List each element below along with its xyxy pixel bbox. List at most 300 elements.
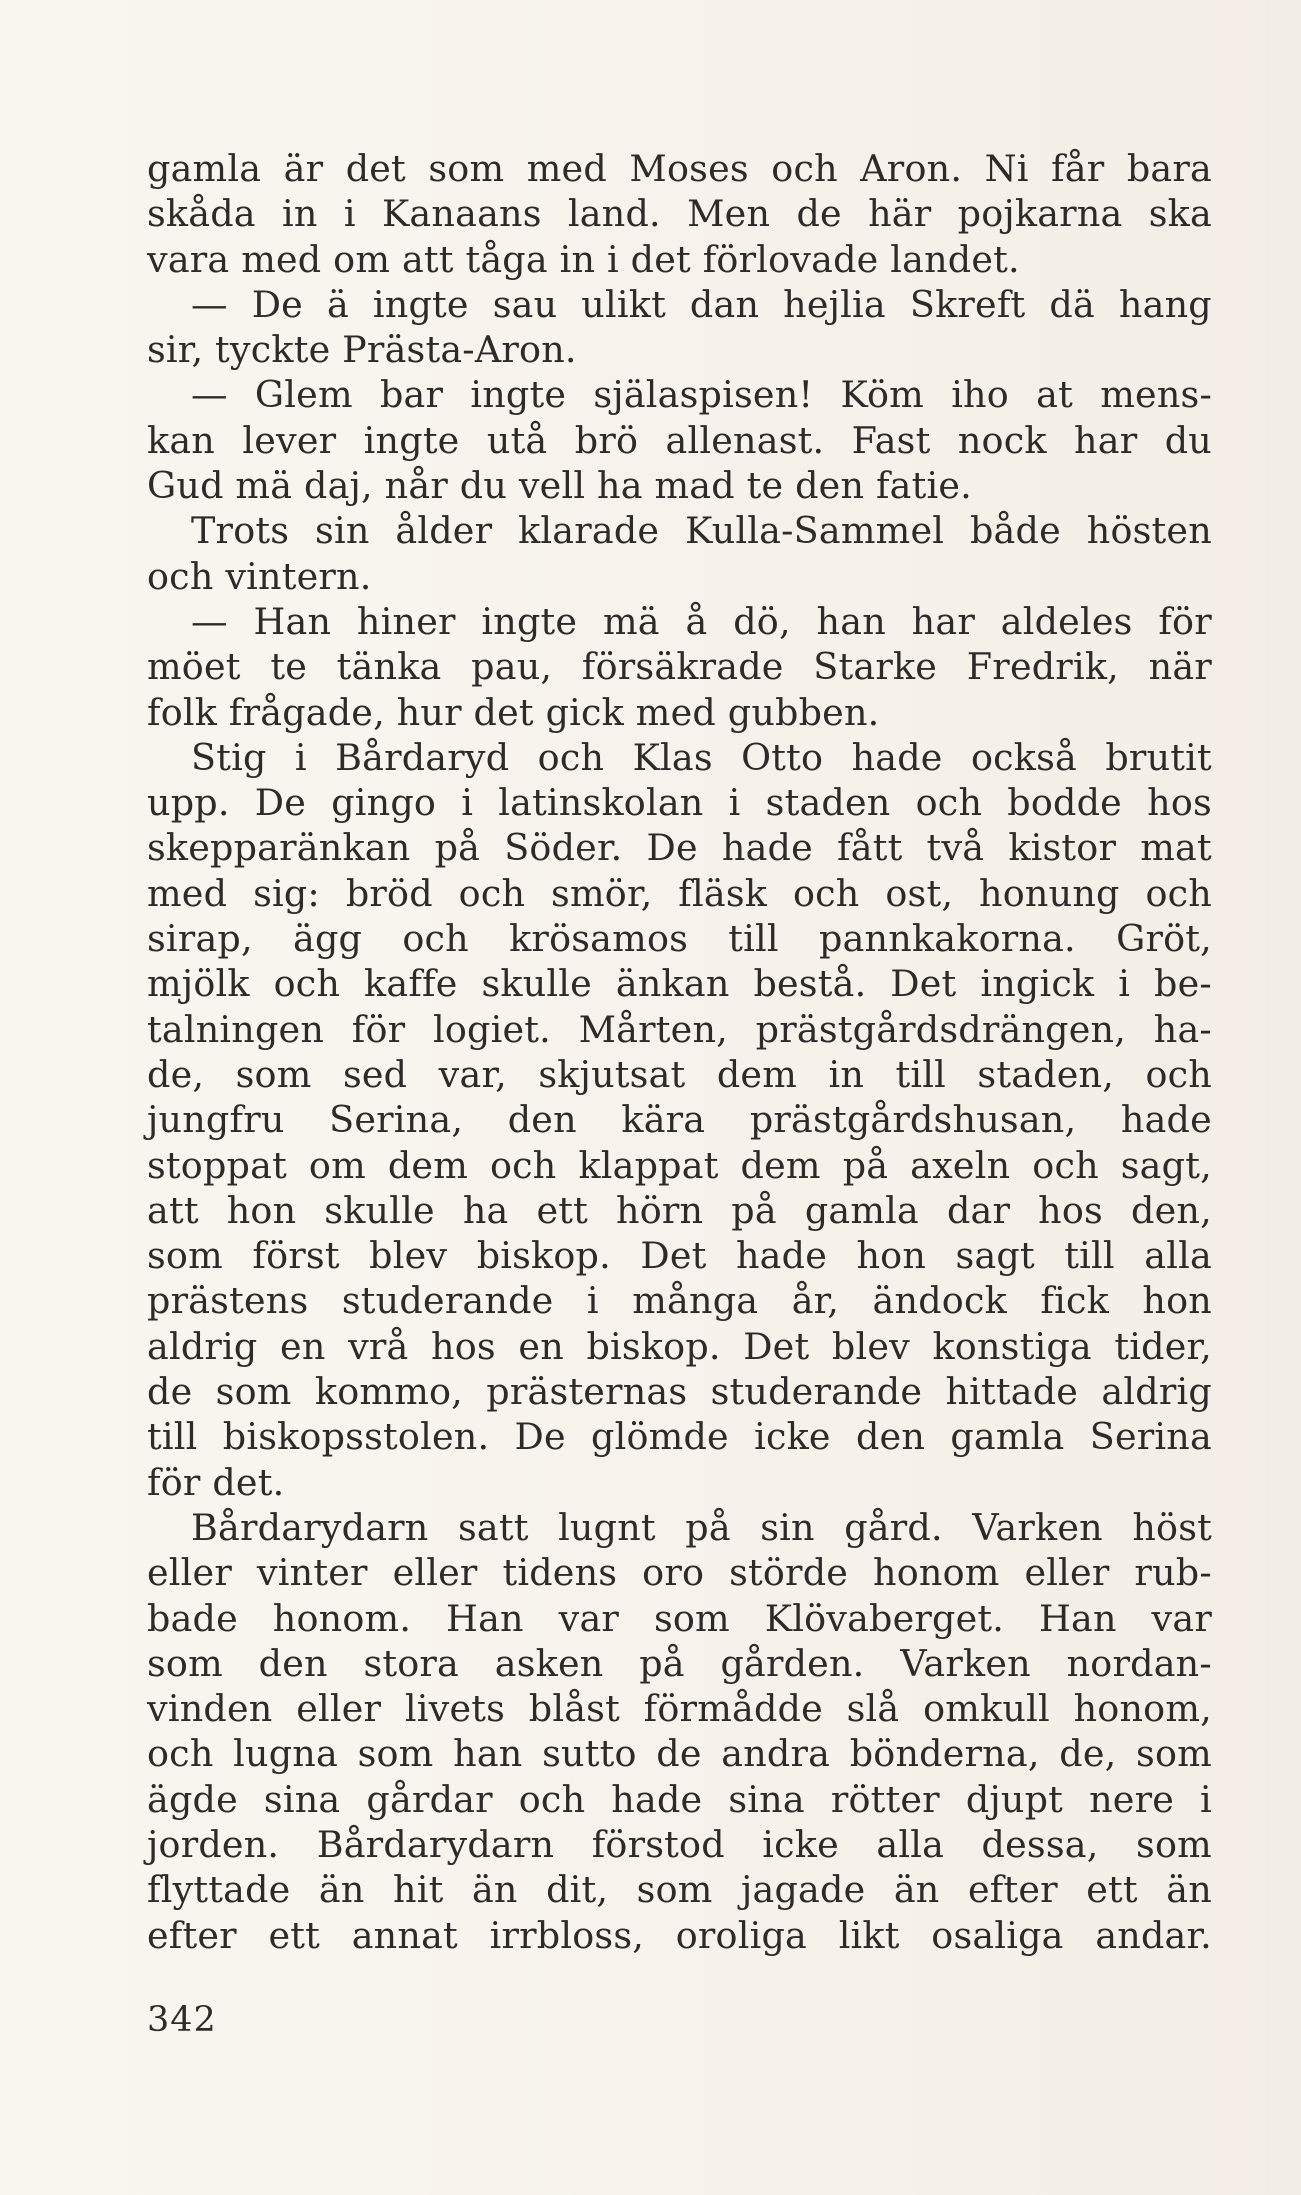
word: land.: [567, 192, 661, 236]
word: med: [526, 147, 607, 190]
word: hon: [1142, 1279, 1212, 1323]
word: andra: [721, 1732, 831, 1776]
word: iho: [951, 373, 1009, 417]
word: på: [685, 1505, 731, 1549]
word: dö,: [733, 599, 791, 643]
word: hade: [1120, 1098, 1212, 1142]
word: oro: [642, 1551, 705, 1595]
word: vinter: [256, 1551, 368, 1595]
text-line: [147, 644, 1212, 689]
word: som: [653, 1596, 730, 1640]
word: alla: [876, 1822, 945, 1866]
text-line: Gud mä daj, når du vell ha mad te den fatie.: [147, 464, 972, 508]
word: sutto: [542, 1732, 637, 1776]
text-line: [147, 825, 1212, 870]
word: de: [796, 192, 842, 236]
word: staden,: [977, 1052, 1115, 1096]
word: hos: [1038, 1188, 1103, 1232]
word: höst: [1132, 1505, 1212, 1549]
word: själaspisen!: [593, 373, 814, 417]
text-line: [147, 1414, 1212, 1459]
word: hos: [1147, 781, 1212, 825]
word: skåda: [147, 192, 256, 236]
word: utå: [486, 418, 548, 462]
word: jorden.: [147, 1822, 280, 1866]
word: och: [1032, 1143, 1099, 1187]
word: in: [282, 192, 318, 236]
word: jungfru: [147, 1098, 285, 1142]
word: aldeles: [1000, 599, 1133, 643]
word: ha-: [1153, 1007, 1212, 1051]
text-line: [147, 1188, 1212, 1233]
word: dit,: [546, 1868, 609, 1912]
word: Köm: [840, 373, 924, 417]
word: efter: [147, 1913, 237, 1957]
word: kistor: [1008, 826, 1117, 870]
word: skulle: [481, 962, 592, 1006]
word: asken: [494, 1641, 604, 1685]
word: livets: [404, 1687, 506, 1731]
word: logiet.: [432, 1007, 551, 1051]
word: honom: [873, 1551, 1000, 1595]
text-line: [147, 1641, 1212, 1686]
word: Varken: [972, 1505, 1103, 1549]
word: mä: [602, 599, 660, 643]
word: för: [351, 1007, 406, 1051]
word: som: [215, 1370, 292, 1414]
word: hade: [735, 1234, 828, 1278]
word: nere: [1089, 1777, 1175, 1821]
text-line: sir, tyckte Prästa-Aron.: [147, 328, 577, 372]
text-line: [147, 508, 1212, 553]
word: gamla: [147, 147, 262, 190]
word: Bårdaryd: [335, 735, 510, 779]
word: dem: [716, 1052, 798, 1096]
word: rötter: [830, 1777, 940, 1821]
word: som: [235, 1052, 312, 1096]
word: eller: [1024, 1551, 1110, 1595]
word: först: [252, 1234, 340, 1278]
word: i: [461, 781, 474, 825]
word: prästgårdsdrängen,: [755, 1007, 1127, 1051]
word: honom.: [272, 1596, 412, 1640]
text-line: [147, 191, 1212, 236]
word: studerande: [341, 1279, 554, 1323]
word: eller: [392, 1551, 478, 1595]
word: Han: [253, 599, 332, 643]
word: för: [1158, 599, 1212, 643]
word: en: [280, 1324, 326, 1368]
word: De: [254, 781, 307, 825]
word: bara: [1126, 147, 1212, 190]
word: är: [283, 147, 324, 190]
word: Moses: [629, 147, 749, 190]
word: ingick: [980, 962, 1095, 1006]
text-line: [147, 1822, 1212, 1867]
word: prästgårdshusan,: [749, 1098, 1077, 1142]
word: hittade: [945, 1370, 1079, 1414]
word: gården.: [720, 1641, 865, 1685]
word: ingte: [481, 599, 578, 643]
word: i: [1200, 1777, 1212, 1821]
word: bönderna,: [849, 1732, 1040, 1776]
word: du: [1164, 418, 1212, 462]
word: den,: [1131, 1188, 1212, 1232]
word: år,: [791, 1279, 840, 1323]
word: Söder.: [504, 826, 623, 870]
word: hejlia: [783, 282, 886, 326]
word: eller: [296, 1687, 382, 1731]
text-line: [147, 1097, 1212, 1142]
word: bade: [147, 1596, 238, 1640]
word: studerande: [710, 1370, 923, 1414]
word: både: [969, 509, 1061, 553]
word: och: [537, 735, 605, 779]
text-line: [147, 1686, 1212, 1731]
word: att: [147, 1188, 199, 1232]
word: Det: [640, 1234, 707, 1278]
word: ulikt: [581, 282, 666, 326]
text-line: [147, 961, 1212, 1006]
word: nock: [957, 418, 1047, 462]
word: och: [771, 147, 838, 190]
word: —: [191, 599, 228, 643]
word: gamla: [950, 1415, 1065, 1459]
word: blev: [831, 1324, 910, 1368]
word: förmådde: [643, 1687, 823, 1731]
word: dä: [1049, 282, 1095, 326]
word: Aron.: [860, 147, 963, 190]
word: än: [318, 1868, 365, 1912]
word: på: [842, 1143, 889, 1187]
word: pojkarna: [957, 192, 1123, 236]
text-line: [147, 372, 1212, 417]
text-line: [147, 1777, 1212, 1822]
text-line: [147, 418, 1212, 463]
word: de,: [1059, 1732, 1117, 1776]
word: tider,: [1114, 1324, 1212, 1368]
text-line: för det.: [147, 1460, 285, 1504]
word: tidens: [502, 1551, 618, 1595]
word: skepparänkan: [147, 826, 411, 870]
word: försäkrade: [581, 645, 784, 689]
word: aldrig: [1101, 1370, 1212, 1414]
word: stora: [363, 1641, 460, 1685]
text-line: [147, 599, 1212, 644]
word: ett: [1086, 1868, 1138, 1912]
word: skulle: [324, 1188, 435, 1232]
word: förstod: [591, 1822, 725, 1866]
word: hösten: [1086, 509, 1212, 553]
word: med: [147, 871, 228, 915]
word: Klövaberget.: [764, 1596, 1005, 1640]
word: allenast.: [665, 418, 825, 462]
word: många: [632, 1279, 759, 1323]
word: på: [639, 1641, 685, 1685]
word: at: [1036, 373, 1073, 417]
word: te: [270, 645, 307, 689]
word: och: [273, 962, 341, 1006]
word: också: [970, 735, 1077, 779]
word: i: [294, 735, 307, 779]
word: i: [343, 192, 356, 236]
word: ålder: [395, 509, 493, 553]
word: två: [926, 826, 985, 870]
word: ingte: [470, 373, 567, 417]
word: om: [308, 1143, 366, 1187]
word: ägg: [293, 917, 363, 961]
word: —: [191, 373, 228, 417]
word: klarade: [518, 509, 660, 553]
word: gård.: [844, 1505, 943, 1549]
word: Han: [1038, 1596, 1117, 1640]
word: de: [656, 1732, 702, 1776]
word: Fredrik,: [966, 645, 1119, 689]
text-line: vara med om att tåga in i det förlovade landet.: [147, 237, 1020, 281]
text-line: [147, 1052, 1212, 1097]
word: upp.: [147, 781, 230, 825]
word: och: [518, 1777, 586, 1821]
word: sin: [315, 509, 370, 553]
word: flyttade: [147, 1868, 291, 1912]
word: ha: [462, 1188, 509, 1232]
word: dan: [689, 282, 760, 326]
word: har: [1074, 418, 1138, 462]
word: sau: [492, 282, 558, 326]
word: som: [1136, 1822, 1212, 1866]
word: de: [147, 1370, 193, 1414]
word: Bårdarydarn: [316, 1822, 555, 1866]
word: smör,: [551, 871, 653, 915]
word: kan: [147, 418, 215, 462]
word: Kulla-Sammel: [685, 509, 945, 553]
text-line: [147, 1143, 1212, 1188]
word: störde: [729, 1551, 849, 1595]
word: ingte: [372, 282, 469, 326]
word: dessa,: [981, 1822, 1099, 1866]
word: en: [518, 1324, 564, 1368]
word: in: [828, 1052, 865, 1096]
text-line: [147, 780, 1212, 825]
word: än: [1166, 1868, 1212, 1912]
word: och: [915, 781, 983, 825]
word: be-: [1154, 962, 1212, 1006]
word: som: [147, 1641, 223, 1685]
word: ändock: [872, 1279, 1007, 1323]
word: mat: [1140, 826, 1212, 870]
word: stoppat: [147, 1143, 287, 1187]
word: till: [147, 1415, 198, 1459]
word: kaffe: [364, 962, 458, 1006]
word: han: [816, 599, 886, 643]
word: dem: [740, 1143, 821, 1187]
word: djupt: [965, 1777, 1064, 1821]
word: Otto: [741, 735, 824, 779]
word: var: [558, 1596, 620, 1640]
word: Kanaans: [381, 192, 542, 236]
word: icke: [754, 1415, 831, 1459]
word: ost,: [885, 871, 954, 915]
word: De: [514, 1415, 566, 1459]
text-line: [147, 1369, 1212, 1414]
word: Skreft: [909, 282, 1026, 326]
text-line: folk frågade, hur det gick med gubben.: [147, 690, 880, 734]
word: fått: [837, 826, 903, 870]
word: i: [586, 1279, 599, 1323]
word: annat: [351, 1913, 458, 1957]
word: när: [1148, 645, 1212, 689]
word: —: [191, 282, 228, 326]
text-line: [147, 1233, 1212, 1278]
word: staden: [765, 781, 891, 825]
word: Fast: [851, 418, 931, 462]
word: dar: [946, 1188, 1011, 1232]
word: pannkakorna.: [819, 917, 1076, 961]
word: ett: [536, 1188, 589, 1232]
word: brö: [574, 418, 639, 462]
text-line: och vintern.: [147, 554, 372, 598]
word: gårdar: [366, 1777, 493, 1821]
text-line: [147, 1278, 1212, 1323]
word: hade: [721, 826, 813, 870]
word: Gröt,: [1116, 917, 1212, 961]
word: jagade: [741, 1868, 866, 1912]
word: biskopsstolen.: [222, 1415, 490, 1459]
word: i: [1118, 962, 1131, 1006]
word: hon: [856, 1234, 927, 1278]
word: och: [792, 871, 860, 915]
word: till: [728, 917, 779, 961]
word: blev: [369, 1234, 448, 1278]
word: den: [507, 1098, 577, 1142]
word: tänka: [336, 645, 442, 689]
word: satt: [457, 1505, 529, 1549]
word: lugna: [233, 1732, 338, 1776]
word: fläsk: [678, 871, 768, 915]
word: och: [1145, 1052, 1212, 1096]
word: och: [402, 917, 469, 961]
word: till: [1064, 1234, 1115, 1278]
word: han: [453, 1732, 523, 1776]
word: hon: [226, 1188, 297, 1232]
word: kommo,: [314, 1370, 463, 1414]
word: i: [728, 781, 741, 825]
text-line: [147, 282, 1212, 327]
text-line: [147, 1867, 1212, 1912]
text-line: [147, 1505, 1212, 1550]
word: lugnt: [558, 1505, 656, 1549]
word: bröd: [345, 871, 433, 915]
word: axeln: [910, 1143, 1011, 1187]
word: kära: [621, 1098, 706, 1142]
word: mens-: [1100, 373, 1212, 417]
word: icke: [762, 1822, 839, 1866]
word: och: [1145, 871, 1212, 915]
word: gingo: [331, 781, 437, 825]
word: Serina: [1089, 1415, 1212, 1459]
word: sina: [728, 1777, 805, 1821]
word: Det: [890, 962, 957, 1006]
word: Trots: [191, 509, 290, 553]
text-line: [147, 1596, 1212, 1641]
word: Klas: [632, 735, 713, 779]
word: eller: [147, 1551, 232, 1595]
word: prästernas: [486, 1370, 688, 1414]
word: den: [855, 1415, 926, 1459]
word: prästens: [147, 1279, 309, 1323]
word: honung: [979, 871, 1120, 915]
word: blåst: [528, 1687, 620, 1731]
word: den: [258, 1641, 328, 1685]
word: Starke: [813, 645, 938, 689]
word: dem: [387, 1143, 469, 1187]
word: var: [1151, 1596, 1212, 1640]
word: biskop.: [476, 1234, 611, 1278]
word: De: [251, 282, 303, 326]
word: rub-: [1134, 1551, 1212, 1595]
word: som: [428, 147, 505, 190]
word: som: [357, 1732, 434, 1776]
text-line: [147, 735, 1212, 780]
word: Ni: [984, 147, 1029, 190]
word: sin: [760, 1505, 815, 1549]
word: som: [147, 1234, 223, 1278]
word: ägde: [147, 1777, 238, 1821]
word: bestå.: [753, 962, 867, 1006]
word: hade: [851, 735, 943, 779]
word: likt: [838, 1913, 900, 1957]
text-line: [147, 1913, 1212, 1958]
word: än: [893, 1868, 940, 1912]
word: mjölk: [147, 962, 250, 1006]
word: osaliga: [931, 1913, 1064, 1957]
word: alla: [1144, 1234, 1212, 1278]
word: Varken: [900, 1641, 1031, 1685]
word: Mårten,: [578, 1007, 728, 1051]
text-line: [147, 1550, 1212, 1595]
word: lever: [242, 418, 337, 462]
word: ska: [1148, 192, 1212, 236]
word: aldrig: [147, 1324, 258, 1368]
word: till: [895, 1052, 946, 1096]
word: nordan-: [1066, 1641, 1212, 1685]
word: latinskolan: [498, 781, 704, 825]
word: får: [1051, 147, 1105, 190]
word: pau,: [471, 645, 553, 689]
word: vinden: [147, 1687, 273, 1731]
body-text: [147, 146, 1212, 1958]
word: glömde: [591, 1415, 729, 1459]
word: som: [636, 1868, 713, 1912]
page-number: 342: [147, 2000, 217, 2040]
text-line: [147, 916, 1212, 961]
word: biskop.: [586, 1324, 721, 1368]
word: skjutsat: [538, 1052, 686, 1096]
word: oroliga: [675, 1913, 808, 1957]
word: ett: [268, 1913, 321, 1957]
word: krösamos: [509, 917, 689, 961]
word: hörn: [616, 1188, 704, 1232]
word: sig:: [253, 871, 320, 915]
word: sirap,: [147, 917, 253, 961]
word: hade: [611, 1777, 703, 1821]
word: Stig: [191, 735, 267, 779]
word: hos: [431, 1324, 496, 1368]
word: och: [458, 871, 526, 915]
word: gamla: [804, 1188, 919, 1232]
word: honom,: [1073, 1687, 1212, 1731]
word: hiner: [356, 599, 456, 643]
